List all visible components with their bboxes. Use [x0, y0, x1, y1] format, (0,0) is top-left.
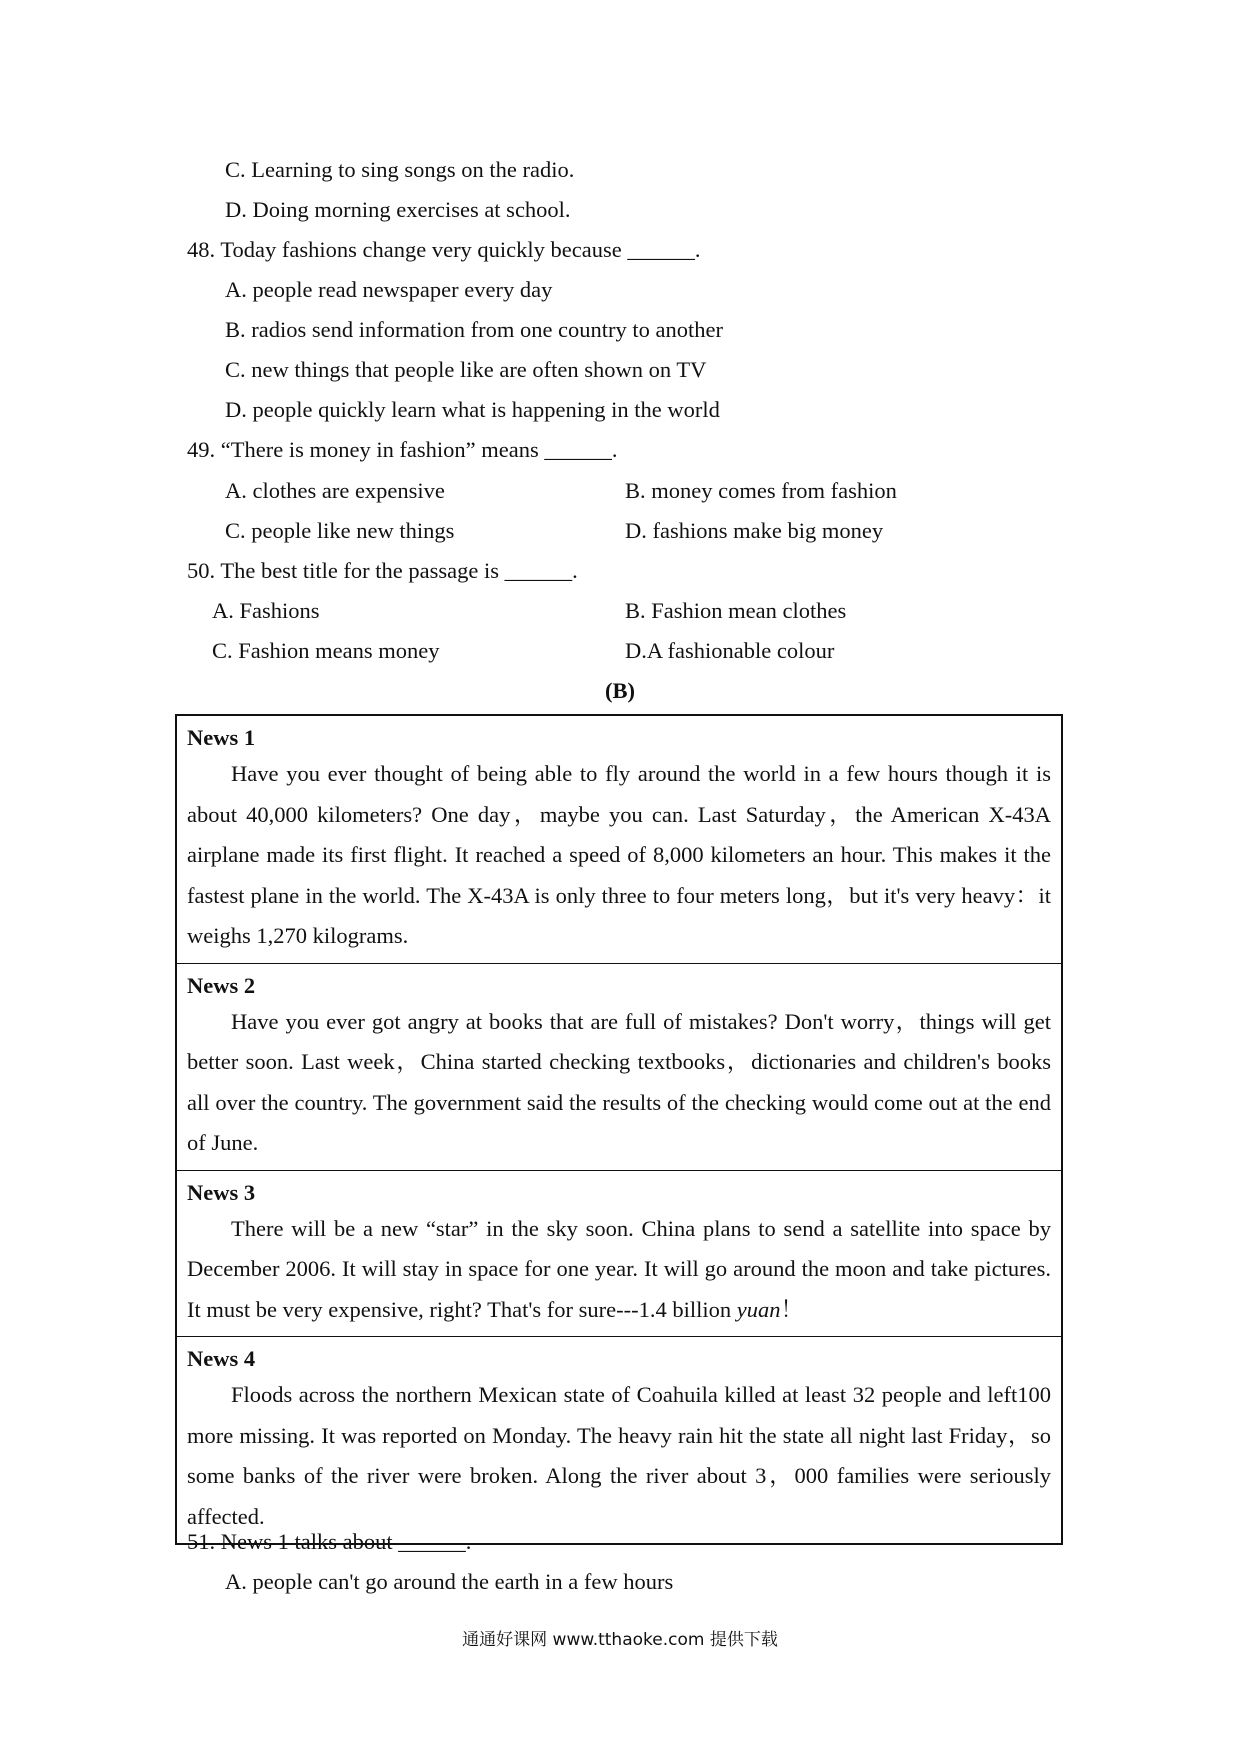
news-4-body: Floods across the northern Mexican state of Coahuila killed at least 32 people and left100 more missing. It was reported on Monday. The heavy rain hit the state all night last Friday，so some banks of the river were broken. Along the river about 3，000 families were seriously affected.	[187, 1382, 1051, 1529]
q49-option-b: B. money comes from fashion	[625, 478, 897, 503]
news-1-body: Have you ever thought of being able to fly around the world in a few hours though it is about 40,000 kilometers? One day，maybe you can. Last Saturday，the American X-43A airplane made its first flight. It reached a speed of 8,000 kilometers an hour. This makes it the fastest plane in the world. The X-43A is only three to four meters long，but it's very heavy：it weighs 1,270 kilograms.	[187, 761, 1051, 948]
news-3-body-text: There will be a new “star” in the sky soon. China plans to send a satellite into space by December 2006. It will stay in space for one year. It will go around the moon and take pictures. It must be very expensive, right? That's for sure---1.4 billion	[187, 1215, 1051, 1322]
q49-option-d: D. fashions make big money	[625, 518, 884, 543]
news-2-title: News 2	[187, 972, 256, 998]
q51-option-a: A. people can't go around the earth in a few hours	[225, 1569, 674, 1594]
news-2-body: Have you ever got angry at books that are full of mistakes? Don't worry，things will get better soon. Last week，China started checking textbooks，dictionaries and children's books all over the country. The government said the results of the checking would come out at the end of June.	[187, 1008, 1051, 1155]
news-3-body-italic: yuan	[736, 1296, 781, 1322]
q49-option-c: C. people like new things	[225, 518, 455, 543]
section-b-heading: (B)	[605, 678, 635, 703]
q50-option-c: C. Fashion means money	[212, 638, 440, 663]
news-3-body-end: ！	[780, 1296, 804, 1322]
news-1-title: News 1	[187, 725, 256, 750]
q48-option-b: B. radios send information from one country to another	[225, 317, 724, 342]
q48-option-a: A. people read newspaper every day	[225, 277, 553, 302]
news-4	[177, 1336, 1061, 1543]
q48-option-d: D. people quickly learn what is happening in the world	[225, 397, 720, 422]
news-3-title: News 3	[187, 1179, 256, 1205]
page-footer: 通通好课网 www.tthaoke.com 提供下载	[462, 1630, 778, 1650]
q48-stem: 48. Today fashions change very quickly because ______.	[187, 237, 701, 262]
q51-stem: 51. News 1 talks about ______.	[187, 1529, 472, 1554]
q50-option-d: D.A fashionable colour	[625, 638, 835, 663]
q49-option-a: A. clothes are expensive	[225, 478, 445, 503]
q47-option-d: D. Doing morning exercises at school.	[225, 197, 571, 222]
q50-option-a: A. Fashions	[212, 598, 320, 623]
news-1	[177, 716, 1061, 963]
q50-option-b: B. Fashion mean clothes	[625, 598, 847, 623]
q49-stem: 49. “There is money in fashion” means ______.	[187, 437, 618, 462]
news-3	[177, 1170, 1061, 1337]
q47-option-c: C. Learning to sing songs on the radio.	[225, 157, 575, 182]
news-table	[175, 714, 1063, 1545]
q48-option-c: C. new things that people like are often shown on TV	[225, 357, 707, 382]
news-3-body	[187, 1209, 1051, 1331]
q50-stem: 50. The best title for the passage is ______.	[187, 558, 578, 583]
news-4-title: News 4	[187, 1346, 256, 1371]
news-2	[177, 963, 1061, 1170]
